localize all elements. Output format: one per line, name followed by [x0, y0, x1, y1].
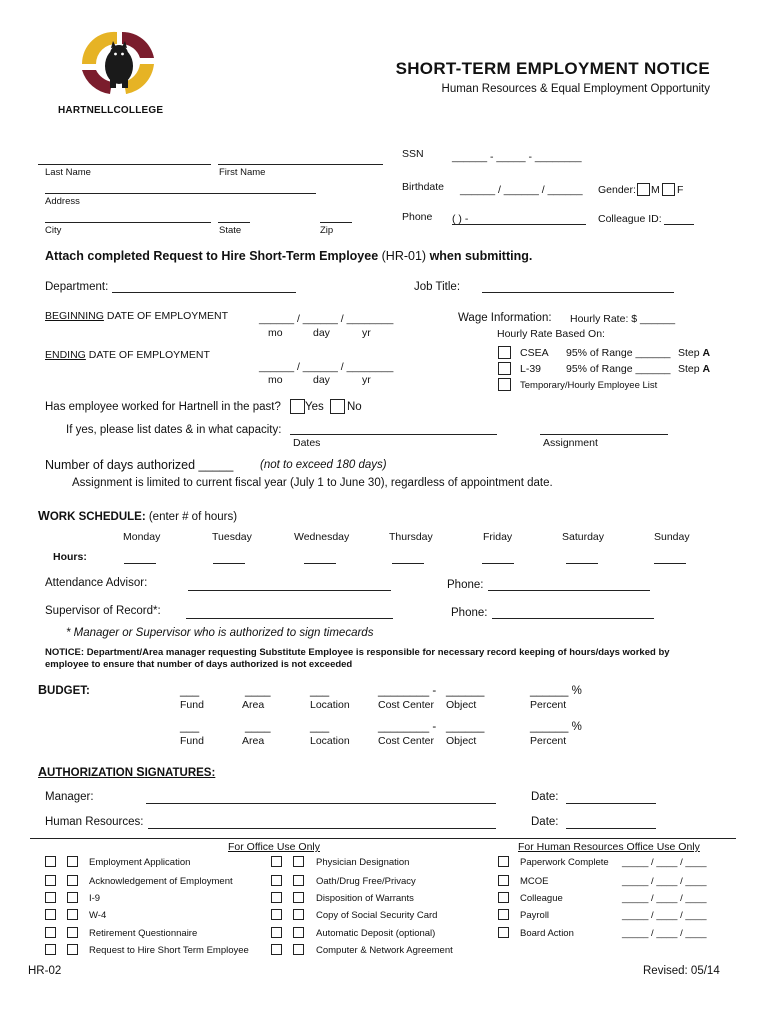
hr-item-mcoe: MCOE [520, 876, 549, 887]
colleague-id-label: Colleague ID: [598, 213, 662, 225]
fund-label-1: Fund [180, 699, 204, 711]
manager-signature-field[interactable] [146, 803, 496, 804]
office-a-checkbox[interactable] [45, 927, 56, 938]
office-d-checkbox[interactable] [293, 892, 304, 903]
office-d-checkbox[interactable] [293, 909, 304, 920]
office-c-checkbox[interactable] [271, 856, 282, 867]
hr-item-board-action: Board Action [520, 928, 574, 939]
office-b-checkbox[interactable] [67, 875, 78, 886]
budget-percent-field-1[interactable]: ______ % [530, 685, 582, 697]
days-limit-note: (not to exceed 180 days) [260, 459, 387, 471]
day-friday: Friday [483, 531, 513, 543]
office-b-checkbox[interactable] [67, 856, 78, 867]
attach-instruction: Attach completed Request to Hire Short-Term Employee (HR-01) when submitting. [45, 249, 533, 263]
address-field[interactable] [45, 193, 316, 194]
office-item-network: Computer & Network Agreement [316, 945, 453, 956]
zip-label: Zip [320, 225, 334, 236]
office-b-checkbox[interactable] [67, 909, 78, 920]
area-label-2: Area [242, 735, 265, 747]
begin-mo-label: mo [268, 327, 283, 339]
past-no-checkbox[interactable] [330, 399, 345, 414]
advisor-phone-label: Phone: [447, 579, 484, 591]
budget-percent-field-2[interactable]: ______ % [530, 721, 582, 733]
gender-m-label: M [651, 184, 660, 196]
percent-label-2: Percent [530, 735, 567, 747]
begin-day-label: day [313, 327, 330, 339]
zip-field[interactable] [320, 222, 352, 223]
logo-text: HARTNELLCOLLEGE [58, 105, 164, 116]
object-label-2: Object [446, 735, 477, 747]
l39-checkbox[interactable] [498, 362, 511, 375]
past-details-label: If yes, please list dates & in what capacity: [66, 424, 282, 436]
manager-date-label: Date: [531, 791, 559, 803]
hr-colleague-checkbox[interactable] [498, 892, 509, 903]
office-b-checkbox[interactable] [67, 927, 78, 938]
office-a-checkbox[interactable] [45, 909, 56, 920]
hr-item-payroll: Payroll [520, 910, 550, 921]
hr-item-colleague: Colleague [520, 893, 563, 904]
hr-mcoe-checkbox[interactable] [498, 875, 509, 886]
beginning-date-label: BEGINNING DATE OF EMPLOYMENT [45, 310, 229, 322]
budget-object-field-2[interactable]: ______ [446, 721, 485, 733]
past-dates-label: Dates [293, 437, 321, 449]
office-item-warrants: Disposition of Warrants [316, 893, 414, 904]
office-item-w4: W-4 [89, 910, 107, 921]
budget-location-field-1[interactable]: ___ [310, 685, 330, 697]
day-saturday: Saturday [562, 531, 605, 543]
office-a-checkbox[interactable] [45, 875, 56, 886]
supervisor-phone-field[interactable] [492, 618, 654, 619]
csea-checkbox[interactable] [498, 346, 511, 359]
office-d-checkbox[interactable] [293, 875, 304, 886]
temp-list-label: Temporary/Hourly Employee List [520, 380, 658, 391]
hours-saturday-field[interactable] [566, 563, 598, 564]
ending-date-field[interactable]: ______ / ______ / ________ [259, 361, 394, 373]
work-schedule-label: WORK SCHEDULE: (enter # of hours) [38, 509, 238, 523]
area-label-1: Area [242, 699, 265, 711]
first-name-field[interactable] [218, 164, 383, 165]
budget-costcenter-field-1[interactable]: ________ - [378, 685, 437, 697]
past-assignment-field[interactable] [540, 434, 668, 435]
job-title-label: Job Title: [414, 281, 461, 293]
budget-fund-field-2[interactable]: ___ [180, 721, 200, 733]
department-label: Department: [45, 281, 109, 293]
office-d-checkbox[interactable] [293, 856, 304, 867]
office-a-checkbox[interactable] [45, 944, 56, 955]
csea-step: Step A [678, 347, 711, 359]
page-subtitle: Human Resources & Equal Employment Opportunity [441, 83, 710, 95]
last-name-field[interactable] [38, 164, 211, 165]
budget-area-field-1[interactable]: ____ [245, 685, 271, 697]
authorization-signatures-label: AUTHORIZATION SIGNATURES: [38, 765, 216, 779]
office-item-request-to-hire: Request to Hire Short Term Employee [89, 945, 249, 956]
fiscal-year-note: Assignment is limited to current fiscal year (July 1 to June 30), regardless of appointment date. [72, 477, 553, 489]
office-use-title: For Office Use Only [228, 841, 320, 853]
office-c-checkbox[interactable] [271, 944, 282, 955]
gender-m-checkbox[interactable] [637, 183, 650, 196]
budget-location-field-2[interactable]: ___ [310, 721, 330, 733]
last-name-label: Last Name [45, 167, 91, 178]
form-number: HR-02 [28, 965, 62, 977]
job-title-field[interactable] [482, 292, 674, 293]
office-item-physician: Physician Designation [316, 857, 410, 868]
office-c-checkbox[interactable] [271, 909, 282, 920]
cost-center-label-2: Cost Center [378, 735, 435, 747]
rate-based-on-label: Hourly Rate Based On: [497, 328, 605, 340]
hr-date-label: Date: [531, 816, 559, 828]
hr-payroll-date[interactable]: _____ / ____ / ____ [622, 910, 707, 921]
address-label: Address [45, 196, 80, 207]
day-monday: Monday [123, 531, 161, 543]
hours-label: Hours: [53, 551, 87, 563]
end-day-label: day [313, 374, 330, 386]
office-c-checkbox[interactable] [271, 875, 282, 886]
gender-f-checkbox[interactable] [662, 183, 675, 196]
budget-costcenter-field-2[interactable]: ________ - [378, 721, 437, 733]
first-name-label: First Name [219, 167, 266, 178]
object-label-1: Object [446, 699, 477, 711]
hr-board-date[interactable]: _____ / ____ / ____ [622, 928, 707, 939]
past-yes-label: Yes [305, 401, 324, 413]
location-label-1: Location [310, 699, 350, 711]
hr-colleague-date[interactable]: _____ / ____ / ____ [622, 893, 707, 904]
fund-label-2: Fund [180, 735, 204, 747]
budget-label: BUDGET: [38, 683, 90, 697]
birthdate-label: Birthdate [402, 181, 445, 193]
cost-center-label-1: Cost Center [378, 699, 435, 711]
office-item-retirement: Retirement Questionnaire [89, 928, 198, 939]
hours-wednesday-field[interactable] [304, 563, 336, 564]
hr-paperwork-date[interactable]: _____ / ____ / ____ [622, 857, 707, 868]
l39-label: L-39 [520, 363, 542, 375]
end-yr-label: yr [362, 374, 371, 386]
notice-line-1: NOTICE: Department/Area manager requesting Substitute Employee is responsible for necessary record keeping of hours/days worked by [45, 647, 670, 658]
past-dates-field[interactable] [290, 434, 497, 435]
percent-label-1: Percent [530, 699, 567, 711]
wage-info-label: Wage Information: [458, 312, 552, 324]
office-item-employment-application: Employment Application [89, 857, 191, 868]
office-d-checkbox[interactable] [293, 927, 304, 938]
supervisor-phone-label: Phone: [451, 607, 488, 619]
office-item-ss-card: Copy of Social Security Card [316, 910, 438, 921]
manager-date-field[interactable] [566, 803, 656, 804]
hr-mcoe-date[interactable]: _____ / ____ / ____ [622, 876, 707, 887]
end-mo-label: mo [268, 374, 283, 386]
ending-date-label: ENDING DATE OF EMPLOYMENT [45, 349, 210, 361]
hours-tuesday-field[interactable] [213, 563, 245, 564]
hours-friday-field[interactable] [482, 563, 514, 564]
day-tuesday: Tuesday [212, 531, 252, 543]
csea-range-field[interactable]: 95% of Range ______ [566, 347, 671, 359]
advisor-phone-field[interactable] [488, 590, 650, 591]
ssn-label: SSN [402, 148, 424, 160]
page-title: SHORT-TERM EMPLOYMENT NOTICE [395, 59, 710, 78]
office-divider [30, 838, 736, 839]
hr-label: Human Resources: [45, 816, 144, 828]
panther-logo-icon [70, 28, 165, 98]
l39-range-field[interactable]: 95% of Range ______ [566, 363, 671, 375]
office-item-oath: Oath/Drug Free/Privacy [316, 876, 416, 887]
day-thursday: Thursday [389, 531, 433, 543]
city-field[interactable] [45, 222, 211, 223]
office-c-checkbox[interactable] [271, 892, 282, 903]
hr-signature-field[interactable] [148, 828, 496, 829]
past-assignment-label: Assignment [543, 437, 598, 449]
hr-date-field[interactable] [566, 828, 656, 829]
office-item-acknowledgement: Acknowledgement of Employment [89, 876, 233, 887]
office-b-checkbox[interactable] [67, 944, 78, 955]
hours-sunday-field[interactable] [654, 563, 686, 564]
supervisor-label: Supervisor of Record*: [45, 605, 161, 617]
office-b-checkbox[interactable] [67, 892, 78, 903]
hours-thursday-field[interactable] [392, 563, 424, 564]
college-logo [58, 28, 165, 120]
beginning-date-field[interactable]: ______ / ______ / ________ [259, 313, 394, 325]
state-field[interactable] [218, 222, 250, 223]
hr-item-paperwork: Paperwork Complete [520, 857, 609, 868]
office-d-checkbox[interactable] [293, 944, 304, 955]
hr-paperwork-checkbox[interactable] [498, 856, 509, 867]
revision-date: Revised: 05/14 [643, 965, 720, 977]
colleague-id-field[interactable] [664, 224, 694, 225]
notice-line-2: employee to ensure that number of days authorized is not exceeded [45, 659, 353, 670]
office-a-checkbox[interactable] [45, 856, 56, 867]
budget-fund-field-1[interactable]: ___ [180, 685, 200, 697]
office-a-checkbox[interactable] [45, 892, 56, 903]
office-item-i9: I-9 [89, 893, 101, 904]
gender-f-label: F [677, 184, 684, 196]
past-no-label: No [347, 401, 362, 413]
manager-label: Manager: [45, 791, 94, 803]
supervisor-field[interactable] [186, 618, 393, 619]
phone-field[interactable]: ( ) - [452, 213, 469, 225]
location-label-2: Location [310, 735, 350, 747]
hourly-rate-field[interactable]: Hourly Rate: $ ______ [570, 313, 676, 325]
past-yes-checkbox[interactable] [290, 399, 305, 414]
phone-label: Phone [402, 211, 433, 223]
l39-step: Step A [678, 363, 711, 375]
csea-label: CSEA [520, 347, 549, 359]
hr-board-checkbox[interactable] [498, 927, 509, 938]
phone-underline [452, 224, 586, 225]
city-label: City [45, 225, 62, 236]
hours-monday-field[interactable] [124, 563, 156, 564]
begin-yr-label: yr [362, 327, 371, 339]
budget-area-field-2[interactable]: ____ [245, 721, 271, 733]
gender-label: Gender: [598, 184, 636, 196]
office-item-deposit: Automatic Deposit (optional) [316, 928, 436, 939]
state-label: State [219, 225, 242, 236]
attendance-advisor-label: Attendance Advisor: [45, 577, 148, 589]
days-authorized-field[interactable]: Number of days authorized _____ [45, 458, 234, 472]
department-field[interactable] [112, 292, 296, 293]
ssn-field[interactable]: ______ - _____ - ________ [452, 151, 582, 163]
budget-object-field-1[interactable]: ______ [446, 685, 485, 697]
day-wednesday: Wednesday [294, 531, 350, 543]
supervisor-footnote: * Manager or Supervisor who is authorized to sign timecards [66, 627, 374, 639]
past-employment-question: Has employee worked for Hartnell in the past? [45, 401, 281, 413]
office-c-checkbox[interactable] [271, 927, 282, 938]
temp-list-checkbox[interactable] [498, 378, 511, 391]
birthdate-field[interactable]: ______ / ______ / ______ [460, 184, 583, 196]
attendance-advisor-field[interactable] [188, 590, 391, 591]
day-sunday: Sunday [654, 531, 690, 543]
hr-office-use-title: For Human Resources Office Use Only [518, 841, 700, 853]
hr-payroll-checkbox[interactable] [498, 909, 509, 920]
